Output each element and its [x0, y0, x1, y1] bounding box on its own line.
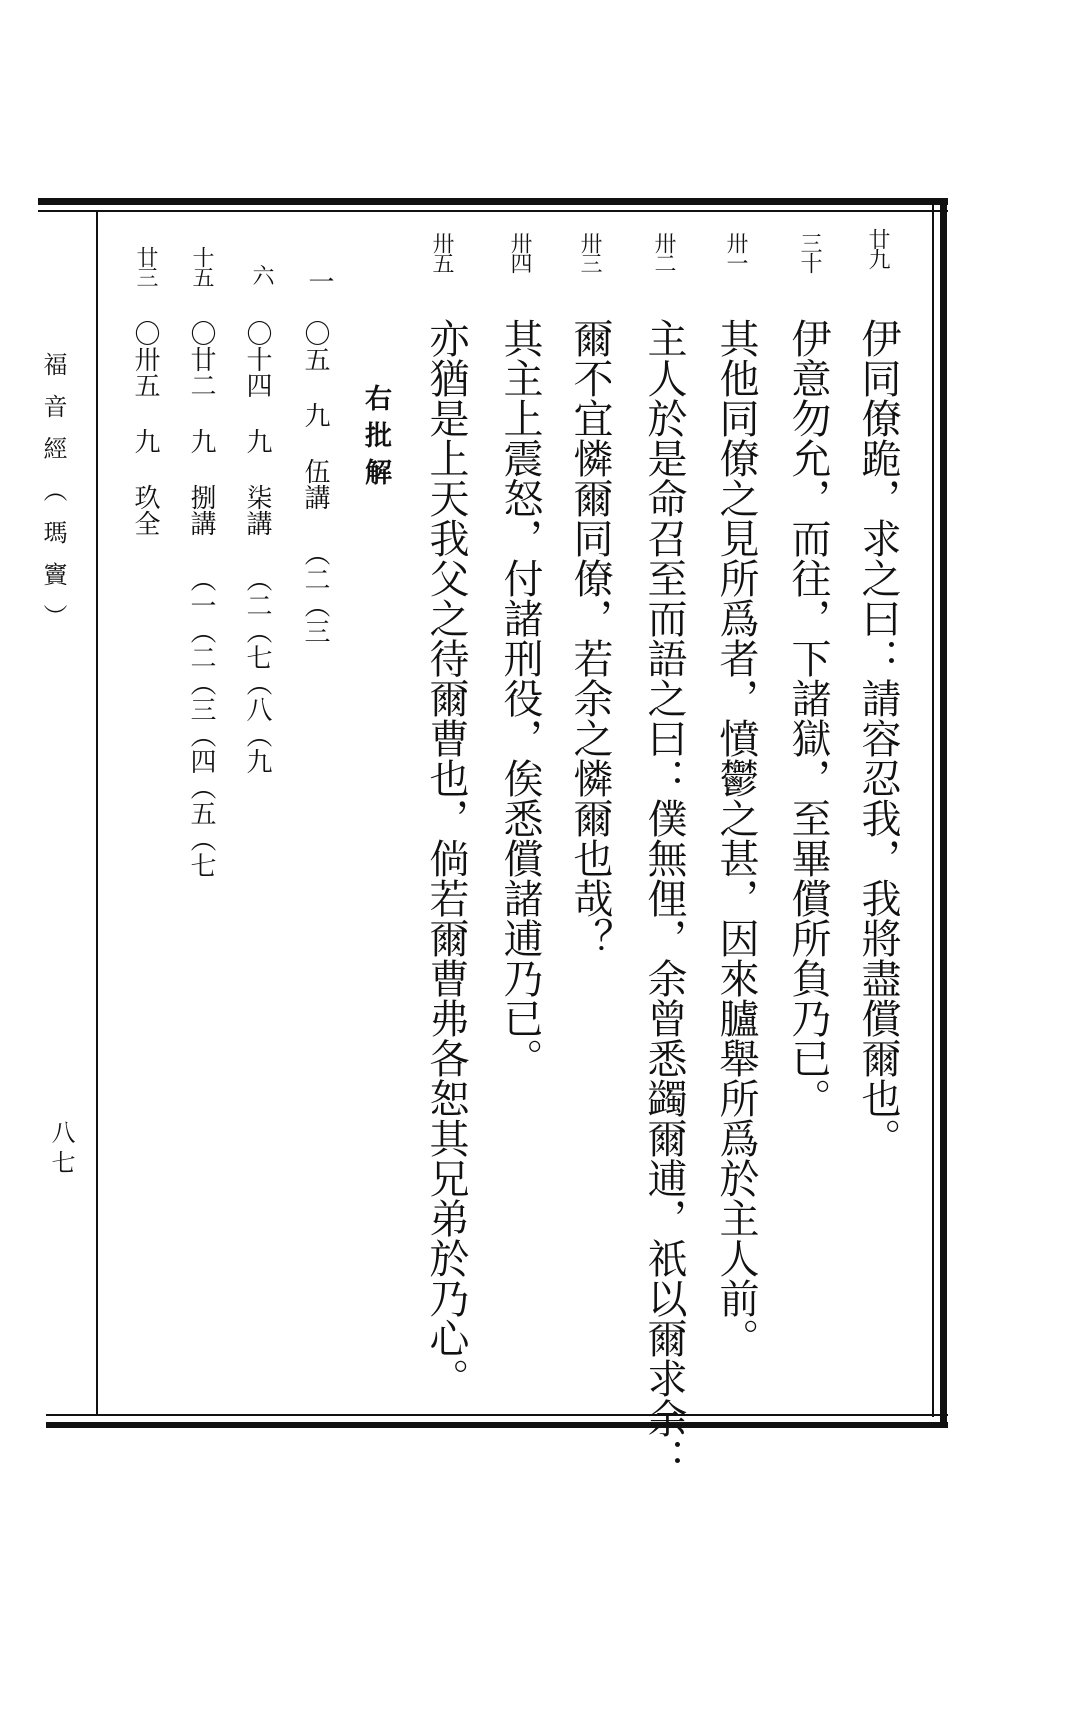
verse-text: 亦猶是上天我父之待爾曹也，倘若爾曹弗各恕其兄弟於乃心。: [423, 318, 469, 1398]
frame-bottom-rule-thin: [46, 1414, 948, 1416]
verse-number: 卅四: [507, 232, 532, 272]
frame-right-rule-thin: [932, 205, 934, 1417]
frame-bottom-rule-thick: [46, 1422, 948, 1428]
verse-text: 主人於是命召至而語之曰：僕無俚，余曾悉蠲爾逋，祇以爾求余：: [641, 318, 687, 1478]
frame-top-rule-thin: [38, 210, 948, 212]
note-text: 〇卅五 九 玖全: [130, 320, 160, 536]
frame-right-rule-thick: [940, 198, 947, 1428]
note-number: 一: [304, 268, 334, 292]
note-text: 〇五 九 伍講 （二（三: [300, 320, 330, 644]
notes-heading: 右批解: [360, 384, 391, 495]
verse-number: 三十: [797, 232, 822, 272]
verse-text: 其主上震怒，付諸刑役，俟悉償諸逋乃已。: [497, 318, 543, 1078]
note-number: 廿三: [133, 246, 158, 286]
frame-top-rule-thick: [38, 198, 948, 205]
verse-number: 卅二: [651, 232, 676, 272]
note-text: 〇廿二 九 捌講 （一（二（三（四（五（七: [186, 320, 216, 878]
verse-number: 卅五: [429, 232, 454, 272]
verse-number: 卅一: [723, 232, 748, 272]
note-number: 六: [249, 264, 274, 284]
note-text: 〇十四 九 柒講 （二（七（八（九: [242, 320, 272, 774]
note-number: 十五: [189, 246, 214, 286]
page-number: 八七: [47, 1120, 75, 1180]
verse-text: 爾不宜憐爾同僚，若余之憐爾也哉？: [567, 318, 613, 958]
verse-text: 其他同僚之見所爲者，憤鬱之甚，因來臚舉所爲於主人前。: [713, 318, 759, 1358]
verse-number: 廿九: [865, 228, 890, 268]
verse-text: 伊同僚跪，求之曰：請容忍我，我將盡償爾也。: [855, 318, 901, 1158]
verse-number: 卅三: [577, 232, 602, 272]
verse-text: 伊意勿允，而往，下諸獄，至畢償所負乃已。: [785, 318, 831, 1118]
running-title: 福音經（瑪竇）: [39, 352, 67, 646]
frame-inner-left-rule: [96, 212, 98, 1414]
